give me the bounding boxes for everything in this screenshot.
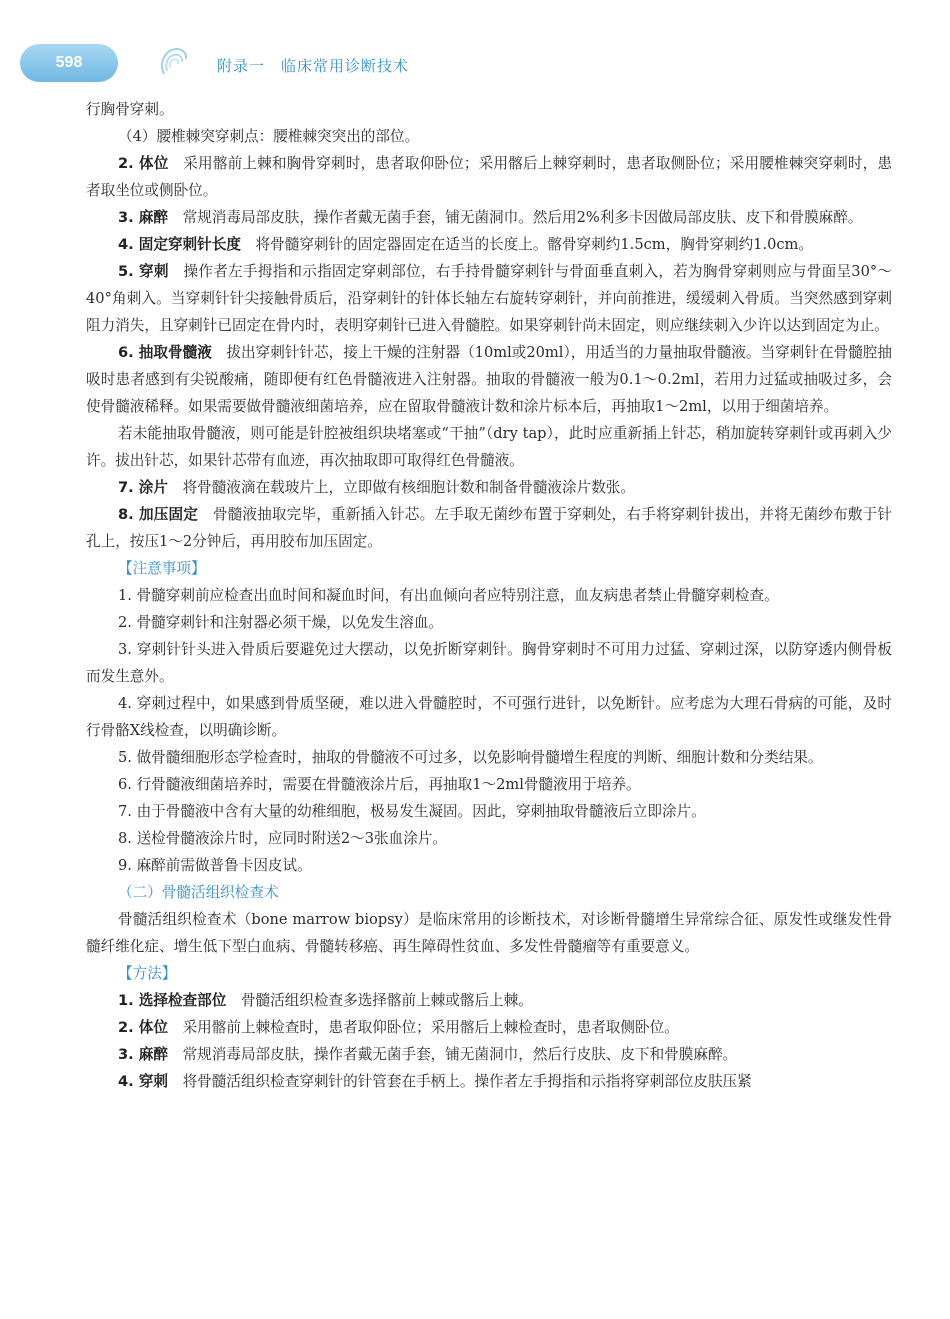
note-item: 6. 行骨髓液细菌培养时，需要在骨髓液涂片后，再抽取1～2ml骨髓液用于培养。 — [118, 776, 641, 793]
paragraph: 2. 体位 采用髂前上棘和胸骨穿刺时，患者取仰卧位；采用髂后上棘穿刺时，患者取侧卧位；采用腰椎棘突穿刺时，患者取坐位或侧卧位。 — [86, 155, 892, 199]
step-label: 2. 体位 — [118, 1019, 168, 1036]
step-label: 6. 抽取骨髓液 — [118, 344, 212, 361]
step-label: 8. 加压固定 — [118, 506, 199, 523]
method-heading: 【方法】 — [118, 965, 177, 982]
notes-heading: 【注意事项】 — [118, 560, 206, 577]
note-item: 4. 穿刺过程中，如果感到骨质坚硬，难以进入骨髓腔时，不可强行进针，以免断针。应考虑为大理石骨病的可能，及时行骨骼X线检查，以明确诊断。 — [86, 695, 892, 739]
paragraph: 4. 固定穿刺针长度 将骨髓穿刺针的固定器固定在适当的长度上。髂骨穿刺约1.5cm，胸骨穿刺约1.0cm。 — [118, 236, 813, 253]
note-item: 8. 送检骨髓液涂片时，应同时附送2～3张血涂片。 — [118, 830, 448, 847]
paragraph: 骨髓活组织检查术（bone marrow biopsy）是临床常用的诊断技术，对诊断骨髓增生异常综合征、原发性或继发性骨髓纤维化症、增生低下型白血病、骨髓转移癌、再生障碍性贫血、多发性骨髓瘤等有重要意义。 — [86, 911, 892, 955]
note-item: 3. 穿刺针针头进入骨质后要避免过大摆动，以免折断穿刺针。胸骨穿刺时不可用力过猛、穿刺过深，以防穿透内侧骨板而发生意外。 — [86, 641, 892, 685]
page-content — [86, 96, 892, 1095]
step-label: 4. 穿刺 — [118, 1073, 168, 1090]
note-item: 7. 由于骨髓液中含有大量的幼稚细胞，极易发生凝固。因此，穿刺抽取骨髓液后立即涂片。 — [118, 803, 706, 820]
step-label: 3. 麻醉 — [118, 1046, 168, 1063]
step-label: 2. 体位 — [118, 155, 169, 172]
section-heading: （二）骨髓活组织检查术 — [118, 884, 279, 901]
note-item: 9. 麻醉前需做普鲁卡因皮试。 — [118, 857, 312, 874]
paragraph: 若未能抽取骨髓液，则可能是针腔被组织块堵塞或“干抽”（dry tap），此时应重新插上针芯，稍加旋转穿刺针或再刺入少许。拔出针芯，如果针芯带有血迹，再次抽取即可取得红色骨髓液。 — [86, 425, 892, 469]
step-label: 7. 涂片 — [118, 479, 168, 496]
paragraph: 7. 涂片 将骨髓液滴在载玻片上，立即做有核细胞计数和制备骨髓液涂片数张。 — [118, 479, 635, 496]
step-label: 3. 麻醉 — [118, 209, 168, 226]
paragraph: 6. 抽取骨髓液 拔出穿刺针针芯，接上干燥的注射器（10ml或20ml），用适当的力量抽取骨髓液。当穿刺针在骨髓腔抽吸时患者感到有尖锐酸痛，随即便有红色骨髓液进入注射器。抽取的骨髓液一般为0.1～0.2ml，若用力过猛或抽吸过多，会使骨髓液稀释。如果需要做骨髓液细菌培养，应在留取骨髓液计数和涂片标本后，再抽取1～2ml，以用于细菌培养。 — [86, 344, 892, 415]
note-item: 1. 骨髓穿刺前应检查出血时间和凝血时间，有出血倾向者应特别注意，血友病患者禁止骨髓穿刺检查。 — [118, 587, 779, 604]
method-item: 1. 选择检查部位 骨髓活组织检查多选择髂前上棘或髂后上棘。 — [118, 992, 533, 1009]
paragraph: 3. 麻醉 常规消毒局部皮肤，操作者戴无菌手套，铺无菌洞巾。然后用2%利多卡因做局部皮肤、皮下和骨膜麻醉。 — [118, 209, 863, 226]
paragraph: 行胸骨穿刺。 — [86, 101, 174, 118]
chapter-title: 附录一 临床常用诊断技术 — [217, 57, 410, 75]
swirl-logo-icon — [158, 44, 190, 78]
note-item: 2. 骨髓穿刺针和注射器必须干燥，以免发生溶血。 — [118, 614, 444, 631]
paragraph: 8. 加压固定 骨髓液抽取完毕，重新插入针芯。左手取无菌纱布置于穿刺处，右手将穿刺针拔出，并将无菌纱布敷于针孔上，按压1～2分钟后，再用胶布加压固定。 — [86, 506, 892, 550]
method-item: 4. 穿刺 将骨髓活组织检查穿刺针的针管套在手柄上。操作者左手拇指和示指将穿刺部位皮肤压紧 — [118, 1073, 752, 1090]
note-item: 5. 做骨髓细胞形态学检查时，抽取的骨髓液不可过多，以免影响骨髓增生程度的判断、细胞计数和分类结果。 — [118, 749, 823, 766]
page-number-badge: 598 — [20, 44, 118, 82]
method-item: 3. 麻醉 常规消毒局部皮肤，操作者戴无菌手套，铺无菌洞巾，然后行皮肤、皮下和骨膜麻醉。 — [118, 1046, 738, 1063]
paragraph: （4）腰椎棘突穿刺点：腰椎棘突突出的部位。 — [118, 128, 420, 145]
step-label: 4. 固定穿刺针长度 — [118, 236, 241, 253]
method-item: 2. 体位 采用髂前上棘检查时，患者取仰卧位；采用髂后上棘检查时，患者取侧卧位。 — [118, 1019, 679, 1036]
paragraph: 5. 穿刺 操作者左手拇指和示指固定穿刺部位，右手持骨髓穿刺针与骨面垂直刺入，若为胸骨穿刺则应与骨面呈30°～40°角刺入。当穿刺针针尖接触骨质后，沿穿刺针的针体长轴左右旋转穿刺针，并向前推进，缓缓刺入骨质。当突然感到穿刺阻力消失，且穿刺针已固定在骨内时，表明穿刺针已进入骨髓腔。如果穿刺针尚未固定，则应继续刺入少许以达到固定为止。 — [86, 263, 892, 334]
step-label: 1. 选择检查部位 — [118, 992, 227, 1009]
step-label: 5. 穿刺 — [118, 263, 169, 280]
page-header — [0, 0, 950, 100]
